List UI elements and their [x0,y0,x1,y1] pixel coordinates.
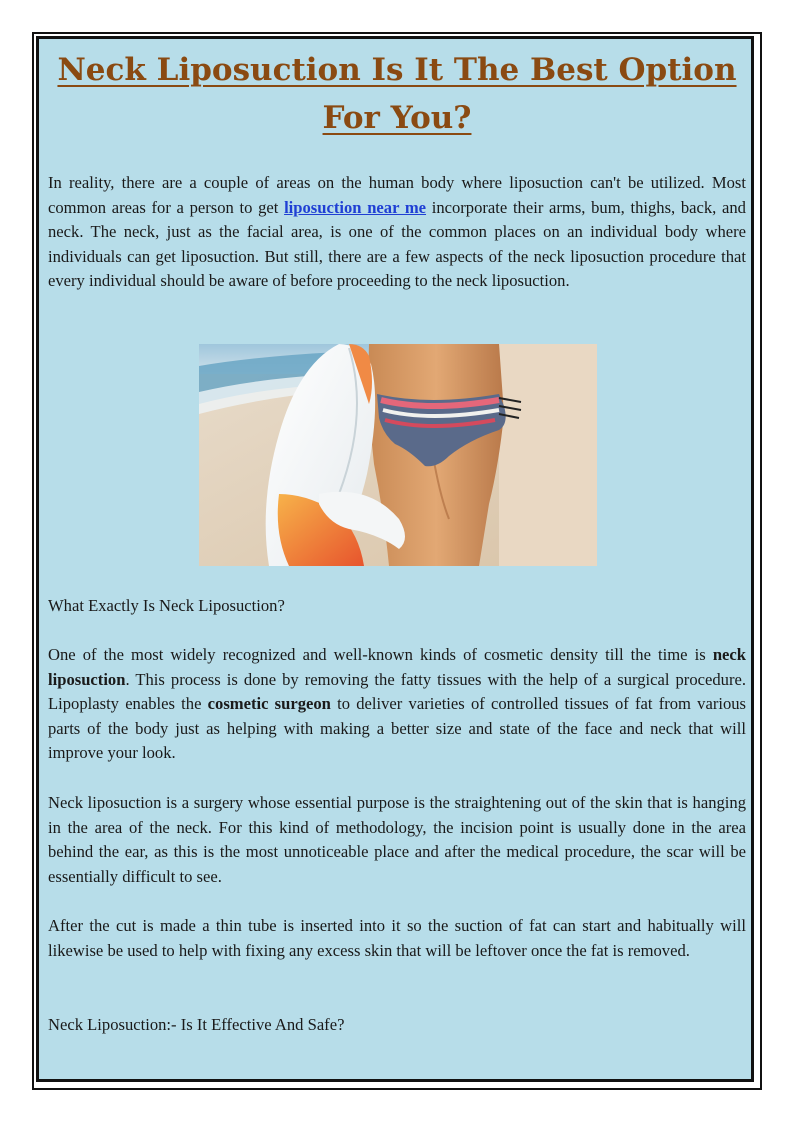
bold-cosmetic-surgeon: cosmetic surgeon [207,694,331,714]
section-heading-effective-safe: Neck Liposuction:- Is It Effective And Safe? [48,1015,345,1034]
intro-text-before-link: In reality, there are a couple of areas on the human body where liposuction can't be utilized. Most common areas for a person to get [48,173,746,217]
bold-neck-liposuction: neck liposuction [48,645,746,689]
section-heading-what-is: What Exactly Is Neck Liposuction? [48,596,285,615]
title-line-2: For You? [322,100,472,136]
page-title [48,46,746,142]
liposuction-near-me-link[interactable]: liposuction near me [284,197,427,217]
para2-text-1: One of the most widely recognized and well-known kinds of cosmetic density till the time is [48,645,713,664]
paragraph-thin-tube: After the cut is made a thin tube is inserted into it so the suction of fat can start and habitually will likewise be used to help with fixing any excess skin that will be leftover once the fat is removed. [48,916,746,960]
para2-text-3: to deliver varieties of controlled tissues of fat from various parts of the body just as helping with making a better size and state of the face and neck that will improve your look. [48,694,747,763]
intro-paragraph [48,171,746,294]
para2-text-2: . This process is done by removing the fatty tissues with the help of a surgical procedure. Lipoplasty enables the [48,669,746,714]
title-line-1: Neck Liposuction Is It The Best Option [57,52,737,88]
beach-photo-illustration [199,344,597,566]
paragraph-what-is [48,643,746,766]
beach-photo [199,344,597,566]
paragraph-surgery-purpose: Neck liposuction is a surgery whose essential purpose is the straightening out of the skin that is hanging in the area of the neck. For this kind of methodology, the incision point is usually done in the area behind the ear, as this is the most unnoticeable place and after the medical procedure, the scar will be essentially difficult to see. [48,793,746,886]
intro-text-after-link: incorporate their arms, bum, thighs, back, and neck. The neck, just as the facial area, is one of the common places on an individual body where individuals can get liposuction. But still, there are a few aspects of the neck liposuction procedure that every individual should be aware of before proceeding to the neck liposuction. [48,197,746,291]
